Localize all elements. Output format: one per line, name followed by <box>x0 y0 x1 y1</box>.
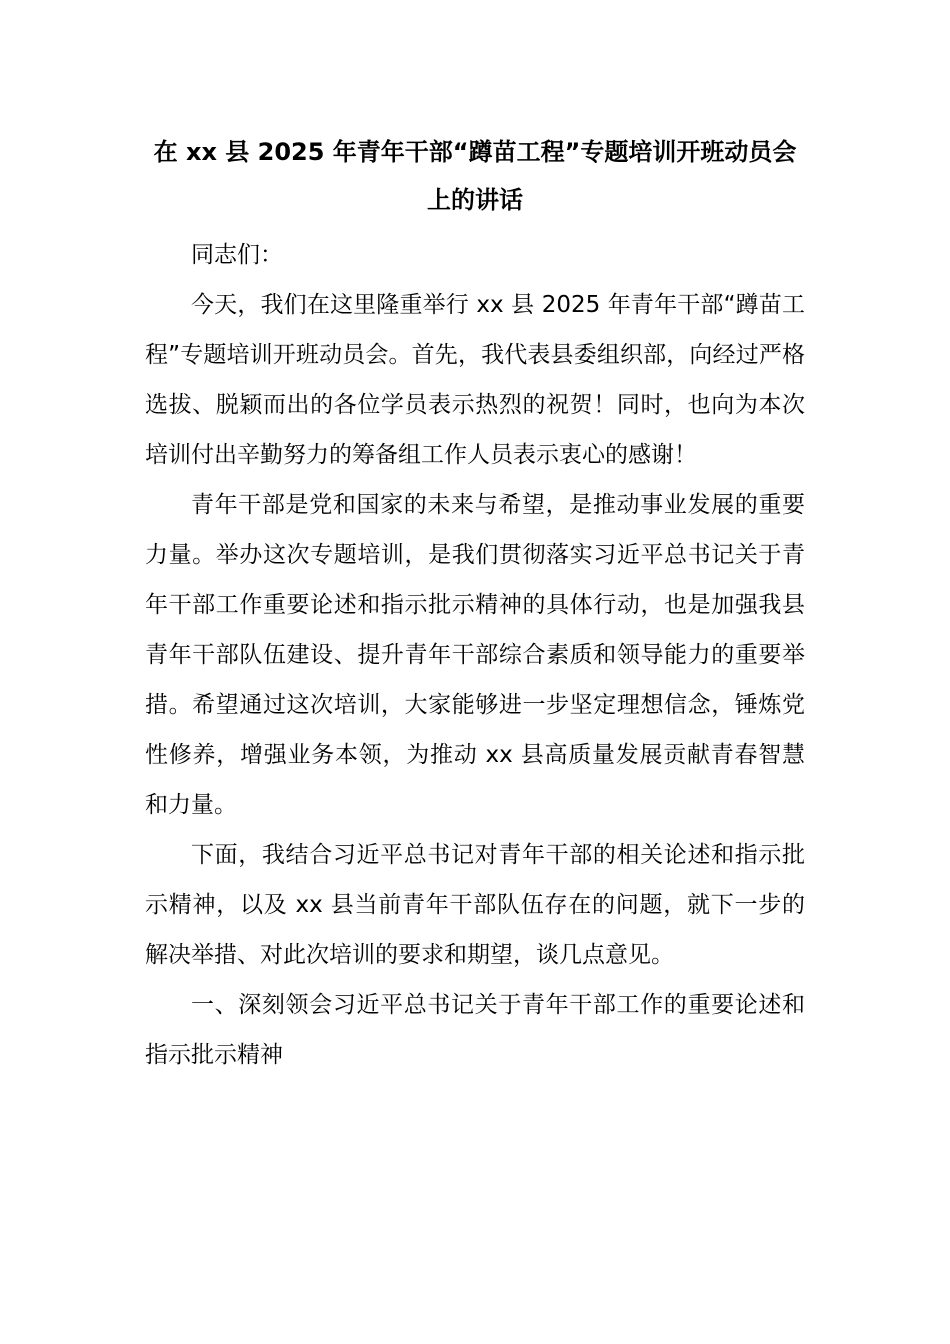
document-title <box>145 128 805 224</box>
paragraph-outline: 下面，我结合习近平总书记对青年干部的相关论述和指示批示精神，以及 xx 县当前青年干部队伍存在的问题，就下一步的解决举措、对此次培训的要求和期望，谈几点意见。 <box>145 842 805 968</box>
title-line-1: 在 xx 县 2025 年青年干部“蹲苗工程”专题培训开班动员会 <box>153 138 797 166</box>
paragraph-significance: 青年干部是党和国家的未来与希望，是推动事业发展的重要力量。举办这次专题培训，是我们贯彻落实习近平总书记关于青年干部工作重要论述和指示批示精神的具体行动，也是加强我县青年干部队伍建设、提升青年干部综合素质和领导能力的重要举措。希望通过这次培训，大家能够进一步坚定理想信念，锤炼党性修养，增强业务本领，为推动 xx 县高质量发展贡献青春智慧和力量。 <box>145 492 805 818</box>
paragraph-opening: 今天，我们在这里隆重举行 xx 县 2025 年青年干部“蹲苗工程”专题培训开班动员会。首先，我代表县委组织部，向经过严格选拔、脱颖而出的各位学员表示热烈的祝贺！同时，也向为本次培训付出辛勤努力的筹备组工作人员表示衷心的感谢！ <box>145 292 805 468</box>
document-page <box>145 128 805 1080</box>
document-body <box>145 230 805 1080</box>
title-line-2: 上的讲话 <box>427 186 523 214</box>
section-heading-1: 一、深刻领会习近平总书记关于青年干部工作的重要论述和指示批示精神 <box>145 992 805 1068</box>
salutation: 同志们： <box>191 242 283 268</box>
